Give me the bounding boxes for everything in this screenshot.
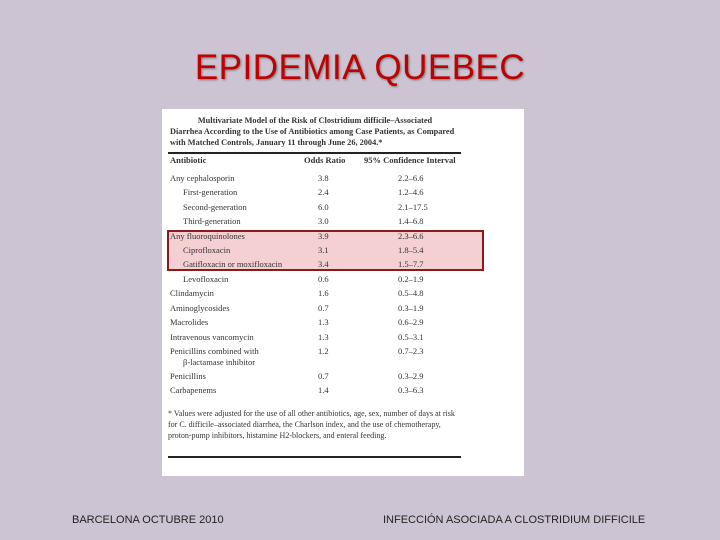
odds-ratio: 6.0 bbox=[318, 202, 329, 212]
footnote: * Values were adjusted for the use of all other antibiotics, age, sex, number of days at risk for C. difficile–associated diarrhea, the Charlson index, and the use of chemotherapy, proton-pump inhibitors, histamine H2-blockers, and enteral feeding. bbox=[168, 409, 455, 440]
table-row bbox=[162, 317, 524, 331]
confidence-interval: 2.3–6.6 bbox=[398, 231, 424, 241]
antibiotic-name: Ciprofloxacin bbox=[183, 245, 231, 255]
confidence-interval: 0.3–2.9 bbox=[398, 371, 424, 381]
table-row bbox=[162, 332, 524, 346]
confidence-interval: 0.5–3.1 bbox=[398, 332, 424, 342]
table-row bbox=[162, 371, 524, 385]
odds-ratio: 1.4 bbox=[318, 385, 329, 395]
antibiotic-name: Aminoglycosides bbox=[170, 303, 230, 313]
odds-ratio: 3.9 bbox=[318, 231, 329, 241]
caption-line1: Multivariate Model of the Risk of Clostridium difficile–Associated bbox=[197, 116, 433, 125]
table-caption bbox=[170, 115, 460, 148]
odds-ratio: 0.6 bbox=[318, 274, 329, 284]
table-image bbox=[162, 109, 524, 476]
caption-rest: Diarrhea According to the Use of Antibiotics among Case Patients, as Compared with Matched Controls, January 11 through June 26, 2004.* bbox=[170, 127, 455, 147]
confidence-interval: 0.3–1.9 bbox=[398, 303, 424, 313]
odds-ratio: 3.0 bbox=[318, 216, 329, 226]
antibiotic-name: First-generation bbox=[183, 187, 238, 197]
odds-ratio: 1.6 bbox=[318, 288, 329, 298]
bottom-rule bbox=[168, 456, 461, 458]
antibiotic-name: Third-generation bbox=[183, 216, 241, 226]
table-row bbox=[162, 173, 524, 187]
odds-ratio: 0.7 bbox=[318, 371, 329, 381]
confidence-interval: 2.1–17.5 bbox=[398, 202, 428, 212]
odds-ratio: 1.2 bbox=[318, 346, 329, 356]
confidence-interval: 1.5–7.7 bbox=[398, 259, 424, 269]
odds-ratio: 3.4 bbox=[318, 259, 329, 269]
antibiotic-name: Any cephalosporin bbox=[170, 173, 235, 183]
table-row bbox=[162, 187, 524, 201]
odds-ratio: 0.7 bbox=[318, 303, 329, 313]
table-row bbox=[162, 202, 524, 216]
header-antibiotic: Antibiotic bbox=[170, 155, 207, 165]
odds-ratio: 1.3 bbox=[318, 317, 329, 327]
table-row bbox=[162, 385, 524, 399]
antibiotic-name: Penicillins combined with bbox=[170, 346, 259, 356]
table-row bbox=[162, 216, 524, 230]
odds-ratio: 3.8 bbox=[318, 173, 329, 183]
confidence-interval: 0.2–1.9 bbox=[398, 274, 424, 284]
table-row bbox=[162, 346, 524, 367]
antibiotic-name: Levofloxacin bbox=[183, 274, 229, 284]
antibiotic-name-line2: β-lactamase inhibitor bbox=[183, 357, 256, 367]
slide-title: EPIDEMIA QUEBEC bbox=[194, 48, 526, 87]
confidence-interval: 0.3–6.3 bbox=[398, 385, 424, 395]
confidence-interval: 1.8–5.4 bbox=[398, 245, 424, 255]
confidence-interval: 1.4–6.8 bbox=[398, 216, 424, 226]
antibiotic-name: Gatifloxacin or moxifloxacin bbox=[183, 259, 283, 269]
footer-right: INFECCIÓN ASOCIADA A CLOSTRIDIUM DIFFICILE bbox=[383, 514, 646, 526]
antibiotic-name: Any fluoroquinolones bbox=[170, 231, 245, 241]
confidence-interval: 0.6–2.9 bbox=[398, 317, 424, 327]
table-row bbox=[162, 231, 524, 245]
header-odds-ratio: Odds Ratio bbox=[304, 155, 346, 165]
antibiotic-name-wrap bbox=[170, 346, 259, 367]
confidence-interval: 2.2–6.6 bbox=[398, 173, 424, 183]
table-row bbox=[162, 303, 524, 317]
table-row bbox=[162, 245, 524, 259]
table-row bbox=[162, 259, 524, 273]
top-rule bbox=[168, 152, 461, 154]
table-row bbox=[162, 288, 524, 302]
antibiotic-name: Macrolides bbox=[170, 317, 209, 327]
antibiotic-name: Second-generation bbox=[183, 202, 247, 212]
odds-ratio: 3.1 bbox=[318, 245, 329, 255]
footer-left: BARCELONA OCTUBRE 2010 bbox=[72, 514, 224, 526]
confidence-interval: 0.5–4.8 bbox=[398, 288, 424, 298]
odds-ratio: 2.4 bbox=[318, 187, 329, 197]
antibiotic-name: Intravenous vancomycin bbox=[170, 332, 254, 342]
antibiotic-name: Carbapenems bbox=[170, 385, 217, 395]
confidence-interval: 1.2–4.6 bbox=[398, 187, 424, 197]
confidence-interval: 0.7–2.3 bbox=[398, 346, 424, 356]
antibiotic-name: Penicillins bbox=[170, 371, 206, 381]
odds-ratio: 1.3 bbox=[318, 332, 329, 342]
table-row bbox=[162, 274, 524, 288]
antibiotic-name: Clindamycin bbox=[170, 288, 214, 298]
header-ci: 95% Confidence Interval bbox=[364, 155, 456, 165]
